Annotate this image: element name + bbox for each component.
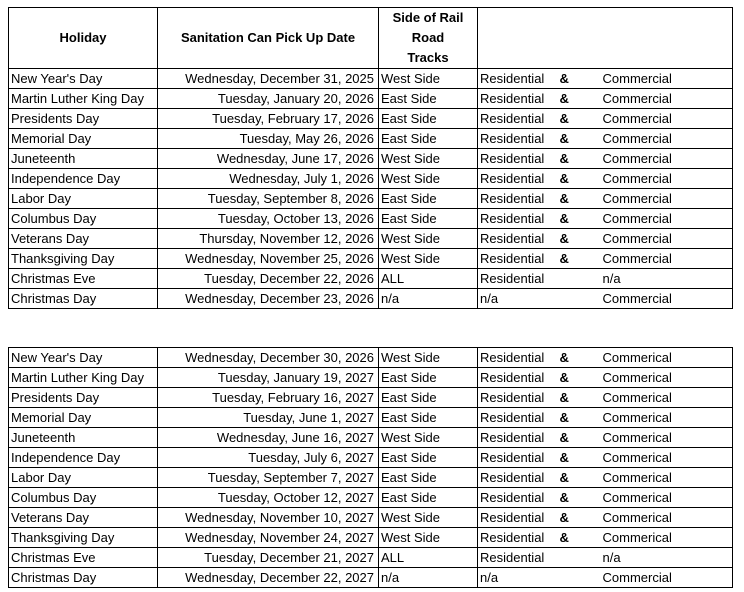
side-of-tracks-cell: ALL — [379, 548, 478, 568]
ampersand-cell: & — [556, 448, 601, 468]
commercial-cell: Commerical — [601, 388, 733, 408]
holiday-cell: Labor Day — [9, 189, 158, 209]
side-of-tracks-cell: East Side — [379, 408, 478, 428]
commercial-cell: Commerical — [601, 468, 733, 488]
table-row — [9, 368, 733, 388]
holiday-cell: Memorial Day — [9, 129, 158, 149]
header-blank — [478, 8, 733, 69]
ampersand-cell: & — [556, 368, 601, 388]
holiday-cell: Christmas Eve — [9, 269, 158, 289]
table-row — [9, 269, 733, 289]
table-row — [9, 468, 733, 488]
pickup-date-cell: Wednesday, November 25, 2026 — [158, 249, 379, 269]
table-row — [9, 388, 733, 408]
residential-cell: Residential — [478, 368, 556, 388]
side-of-tracks-cell: West Side — [379, 229, 478, 249]
residential-cell: Residential — [478, 488, 556, 508]
table-row — [9, 548, 733, 568]
pickup-date-cell: Tuesday, January 19, 2027 — [158, 368, 379, 388]
table-row — [9, 209, 733, 229]
table-row — [9, 448, 733, 468]
schedule-body-2025-2026 — [9, 69, 733, 309]
commercial-cell: Commercial — [601, 209, 733, 229]
header-side-line-3: Tracks — [407, 50, 449, 65]
table-row — [9, 488, 733, 508]
pickup-date-cell: Tuesday, December 21, 2027 — [158, 548, 379, 568]
ampersand-cell — [556, 548, 601, 568]
side-of-tracks-cell: n/a — [379, 289, 478, 309]
holiday-schedule-table-2026-2027 — [8, 347, 733, 588]
side-of-tracks-cell: West Side — [379, 508, 478, 528]
header-side-line-1: Side of Rail — [392, 10, 464, 25]
holiday-cell: Columbus Day — [9, 488, 158, 508]
holiday-cell: Columbus Day — [9, 209, 158, 229]
side-of-tracks-cell: n/a — [379, 568, 478, 588]
ampersand-cell: & — [556, 109, 601, 129]
holiday-cell: Christmas Eve — [9, 548, 158, 568]
side-of-tracks-cell: West Side — [379, 169, 478, 189]
pickup-date-cell: Wednesday, November 24, 2027 — [158, 528, 379, 548]
holiday-cell: Juneteenth — [9, 149, 158, 169]
pickup-date-cell: Tuesday, December 22, 2026 — [158, 269, 379, 289]
residential-cell: Residential — [478, 548, 556, 568]
side-of-tracks-cell: West Side — [379, 249, 478, 269]
commercial-cell: Commercial — [601, 289, 733, 309]
residential-cell: n/a — [478, 568, 556, 588]
side-of-tracks-cell: East Side — [379, 109, 478, 129]
header-row — [9, 8, 733, 69]
commercial-cell: Commercial — [601, 229, 733, 249]
ampersand-cell: & — [556, 428, 601, 448]
side-of-tracks-cell: East Side — [379, 448, 478, 468]
pickup-date-cell: Tuesday, September 7, 2027 — [158, 468, 379, 488]
holiday-cell: Independence Day — [9, 169, 158, 189]
residential-cell: Residential — [478, 249, 556, 269]
holiday-cell: Martin Luther King Day — [9, 89, 158, 109]
commercial-cell: Commerical — [601, 488, 733, 508]
holiday-cell: New Year's Day — [9, 348, 158, 368]
header-side-line-2: Road — [411, 30, 445, 45]
holiday-schedule-table-2025-2026 — [8, 7, 733, 309]
residential-cell: Residential — [478, 448, 556, 468]
pickup-date-cell: Tuesday, May 26, 2026 — [158, 129, 379, 149]
residential-cell: Residential — [478, 129, 556, 149]
ampersand-cell: & — [556, 169, 601, 189]
ampersand-cell — [556, 269, 601, 289]
residential-cell: Residential — [478, 169, 556, 189]
side-of-tracks-cell: West Side — [379, 528, 478, 548]
side-of-tracks-cell: West Side — [379, 348, 478, 368]
side-of-tracks-cell: East Side — [379, 129, 478, 149]
residential-cell: Residential — [478, 468, 556, 488]
pickup-date-cell: Wednesday, June 17, 2026 — [158, 149, 379, 169]
ampersand-cell: & — [556, 209, 601, 229]
table-row — [9, 348, 733, 368]
table-row — [9, 229, 733, 249]
ampersand-cell: & — [556, 348, 601, 368]
commercial-cell: Commerical — [601, 348, 733, 368]
holiday-cell: Veterans Day — [9, 229, 158, 249]
commercial-cell: Commercial — [601, 169, 733, 189]
commercial-cell: Commercial — [601, 149, 733, 169]
holiday-cell: Memorial Day — [9, 408, 158, 428]
side-of-tracks-cell: West Side — [379, 428, 478, 448]
side-of-tracks-cell: East Side — [379, 89, 478, 109]
ampersand-cell: & — [556, 249, 601, 269]
commercial-cell: n/a — [601, 269, 733, 289]
holiday-cell: Labor Day — [9, 468, 158, 488]
commercial-cell: Commerical — [601, 408, 733, 428]
table-row — [9, 408, 733, 428]
pickup-date-cell: Tuesday, October 13, 2026 — [158, 209, 379, 229]
ampersand-cell: & — [556, 89, 601, 109]
commercial-cell: Commerical — [601, 448, 733, 468]
residential-cell: Residential — [478, 528, 556, 548]
residential-cell: Residential — [478, 408, 556, 428]
residential-cell: Residential — [478, 269, 556, 289]
header-pickup-date: Sanitation Can Pick Up Date — [158, 8, 379, 69]
holiday-cell: Juneteenth — [9, 428, 158, 448]
side-of-tracks-cell: East Side — [379, 209, 478, 229]
side-of-tracks-cell: East Side — [379, 488, 478, 508]
ampersand-cell: & — [556, 508, 601, 528]
commercial-cell: Commercial — [601, 249, 733, 269]
pickup-date-cell: Wednesday, November 10, 2027 — [158, 508, 379, 528]
side-of-tracks-cell: ALL — [379, 269, 478, 289]
table-row — [9, 249, 733, 269]
residential-cell: Residential — [478, 428, 556, 448]
commercial-cell: Commercial — [601, 568, 733, 588]
side-of-tracks-cell: West Side — [379, 69, 478, 89]
pickup-date-cell: Tuesday, February 16, 2027 — [158, 388, 379, 408]
ampersand-cell: & — [556, 408, 601, 428]
holiday-cell: Presidents Day — [9, 388, 158, 408]
pickup-date-cell: Tuesday, February 17, 2026 — [158, 109, 379, 129]
ampersand-cell: & — [556, 129, 601, 149]
commercial-cell: Commercial — [601, 189, 733, 209]
header-holiday: Holiday — [9, 8, 158, 69]
residential-cell: n/a — [478, 289, 556, 309]
table-row — [9, 528, 733, 548]
ampersand-cell: & — [556, 528, 601, 548]
pickup-date-cell: Wednesday, December 22, 2027 — [158, 568, 379, 588]
table-row — [9, 149, 733, 169]
residential-cell: Residential — [478, 209, 556, 229]
ampersand-cell — [556, 568, 601, 588]
ampersand-cell: & — [556, 189, 601, 209]
holiday-cell: Presidents Day — [9, 109, 158, 129]
pickup-date-cell: Tuesday, June 1, 2027 — [158, 408, 379, 428]
commercial-cell: Commerical — [601, 428, 733, 448]
table-row — [9, 428, 733, 448]
holiday-cell: Christmas Day — [9, 289, 158, 309]
residential-cell: Residential — [478, 229, 556, 249]
residential-cell: Residential — [478, 109, 556, 129]
residential-cell: Residential — [478, 508, 556, 528]
pickup-date-cell: Tuesday, October 12, 2027 — [158, 488, 379, 508]
residential-cell: Residential — [478, 69, 556, 89]
schedule-body-2026-2027 — [9, 348, 733, 588]
commercial-cell: Commercial — [601, 89, 733, 109]
pickup-date-cell: Wednesday, December 30, 2026 — [158, 348, 379, 368]
pickup-date-cell: Wednesday, July 1, 2026 — [158, 169, 379, 189]
commercial-cell: Commerical — [601, 508, 733, 528]
holiday-cell: Veterans Day — [9, 508, 158, 528]
table-row — [9, 89, 733, 109]
side-of-tracks-cell: East Side — [379, 368, 478, 388]
commercial-cell: Commercial — [601, 129, 733, 149]
ampersand-cell: & — [556, 388, 601, 408]
commercial-cell: n/a — [601, 548, 733, 568]
residential-cell: Residential — [478, 149, 556, 169]
ampersand-cell: & — [556, 229, 601, 249]
pickup-date-cell: Wednesday, December 31, 2025 — [158, 69, 379, 89]
residential-cell: Residential — [478, 388, 556, 408]
holiday-cell: Christmas Day — [9, 568, 158, 588]
commercial-cell: Commercial — [601, 109, 733, 129]
table-row — [9, 69, 733, 89]
commercial-cell: Commercial — [601, 69, 733, 89]
ampersand-cell: & — [556, 468, 601, 488]
commercial-cell: Commerical — [601, 368, 733, 388]
residential-cell: Residential — [478, 89, 556, 109]
ampersand-cell: & — [556, 149, 601, 169]
holiday-cell: Thanksgiving Day — [9, 249, 158, 269]
pickup-date-cell: Tuesday, July 6, 2027 — [158, 448, 379, 468]
side-of-tracks-cell: East Side — [379, 388, 478, 408]
table-row — [9, 289, 733, 309]
table-row — [9, 129, 733, 149]
ampersand-cell: & — [556, 488, 601, 508]
pickup-date-cell: Thursday, November 12, 2026 — [158, 229, 379, 249]
table-row — [9, 508, 733, 528]
pickup-date-cell: Wednesday, December 23, 2026 — [158, 289, 379, 309]
table-row — [9, 109, 733, 129]
residential-cell: Residential — [478, 189, 556, 209]
pickup-date-cell: Tuesday, September 8, 2026 — [158, 189, 379, 209]
side-of-tracks-cell: East Side — [379, 468, 478, 488]
commercial-cell: Commerical — [601, 528, 733, 548]
ampersand-cell: & — [556, 69, 601, 89]
table-row — [9, 189, 733, 209]
side-of-tracks-cell: East Side — [379, 189, 478, 209]
ampersand-cell — [556, 289, 601, 309]
residential-cell: Residential — [478, 348, 556, 368]
holiday-cell: Martin Luther King Day — [9, 368, 158, 388]
holiday-cell: Independence Day — [9, 448, 158, 468]
header-side-of-tracks — [379, 8, 478, 69]
pickup-date-cell: Tuesday, January 20, 2026 — [158, 89, 379, 109]
table-row — [9, 169, 733, 189]
table-row — [9, 568, 733, 588]
side-of-tracks-cell: West Side — [379, 149, 478, 169]
pickup-date-cell: Wednesday, June 16, 2027 — [158, 428, 379, 448]
holiday-cell: New Year's Day — [9, 69, 158, 89]
holiday-cell: Thanksgiving Day — [9, 528, 158, 548]
